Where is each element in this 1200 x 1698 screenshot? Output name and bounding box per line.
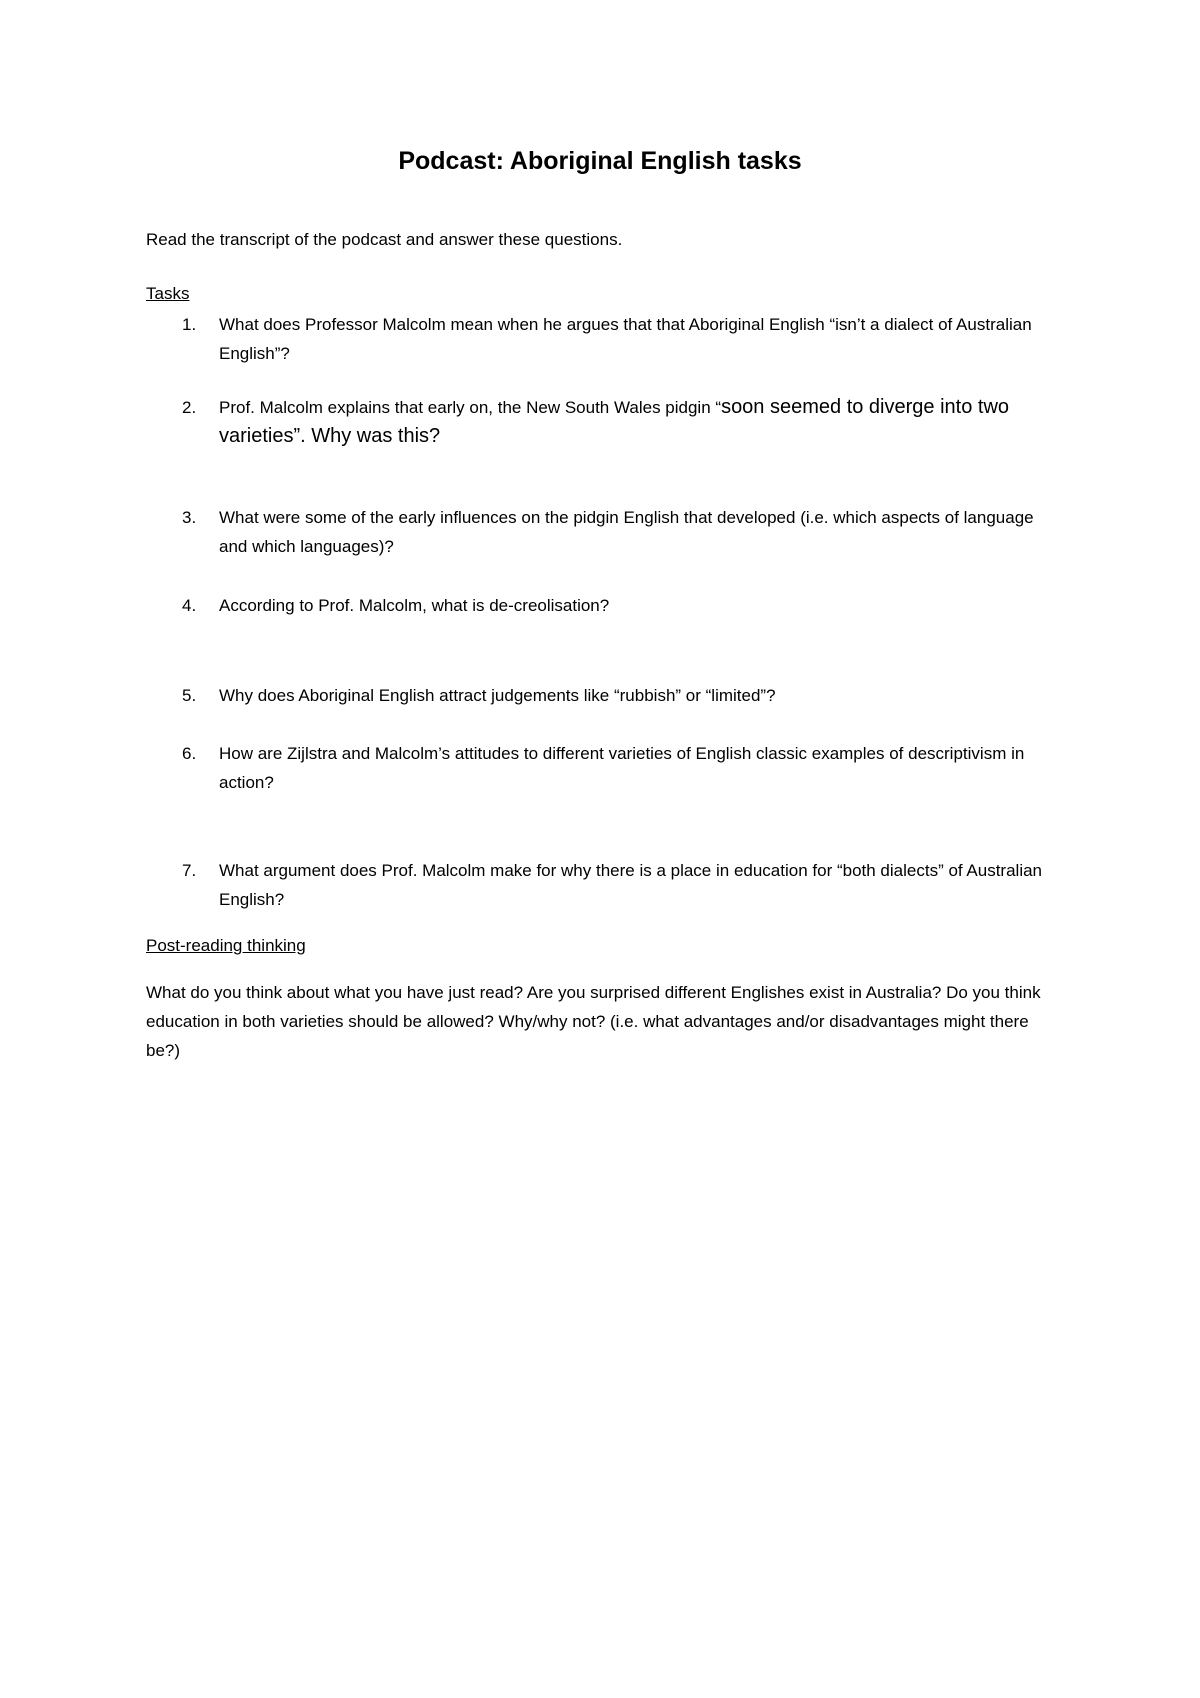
task-text: According to Prof. Malcolm, what is de-creolisation? [219,596,610,615]
task-item [182,503,1052,561]
task-item [182,681,1052,710]
task-number: 2. [182,398,197,417]
task-number: 3. [182,508,197,527]
page-title: Podcast: Aboriginal English tasks [398,147,802,175]
task-item [182,739,1052,797]
task-number: 1. [182,315,197,334]
task-number: 4. [182,596,197,615]
task-text-end: soon seemed to diverge into two varieties”. Why was this? [219,396,1010,447]
task-text: What were some of the early influences on the pidgin English that developed (i.e. which aspects of language and which languages)? [219,508,1034,556]
task-number: 5. [182,686,197,705]
task-item [182,310,1052,368]
tasks-heading: Tasks [146,284,190,303]
task-text-start: Prof. Malcolm explains that early on, the New South Wales pidgin “ [219,398,722,417]
task-text: How are Zijlstra and Malcolm’s attitudes to different varieties of English classic examples of descriptivism in action? [219,744,1025,792]
task-number: 6. [182,744,197,763]
post-reading-text: What do you think about what you have just read? Are you surprised different Englishes exist in Australia? Do you think education in both varieties should be allowed? Why/why not? (i.e. what advantages and/or disadvantages might there be?) [146,983,1041,1060]
task-item [182,856,1052,914]
task-text: What argument does Prof. Malcolm make for why there is a place in education for “both dialects” of Australian English? [219,861,1043,909]
intro-text: Read the transcript of the podcast and answer these questions. [146,230,623,249]
post-reading-heading: Post-reading thinking [146,936,306,955]
task-text [219,393,1052,451]
task-text: Why does Aboriginal English attract judgements like “rubbish” or “limited”? [219,686,776,705]
task-item [182,393,1052,451]
task-item [182,591,1052,620]
task-number: 7. [182,861,197,880]
task-text: What does Professor Malcolm mean when he argues that that Aboriginal English “isn’t a dialect of Australian English”? [219,315,1032,363]
